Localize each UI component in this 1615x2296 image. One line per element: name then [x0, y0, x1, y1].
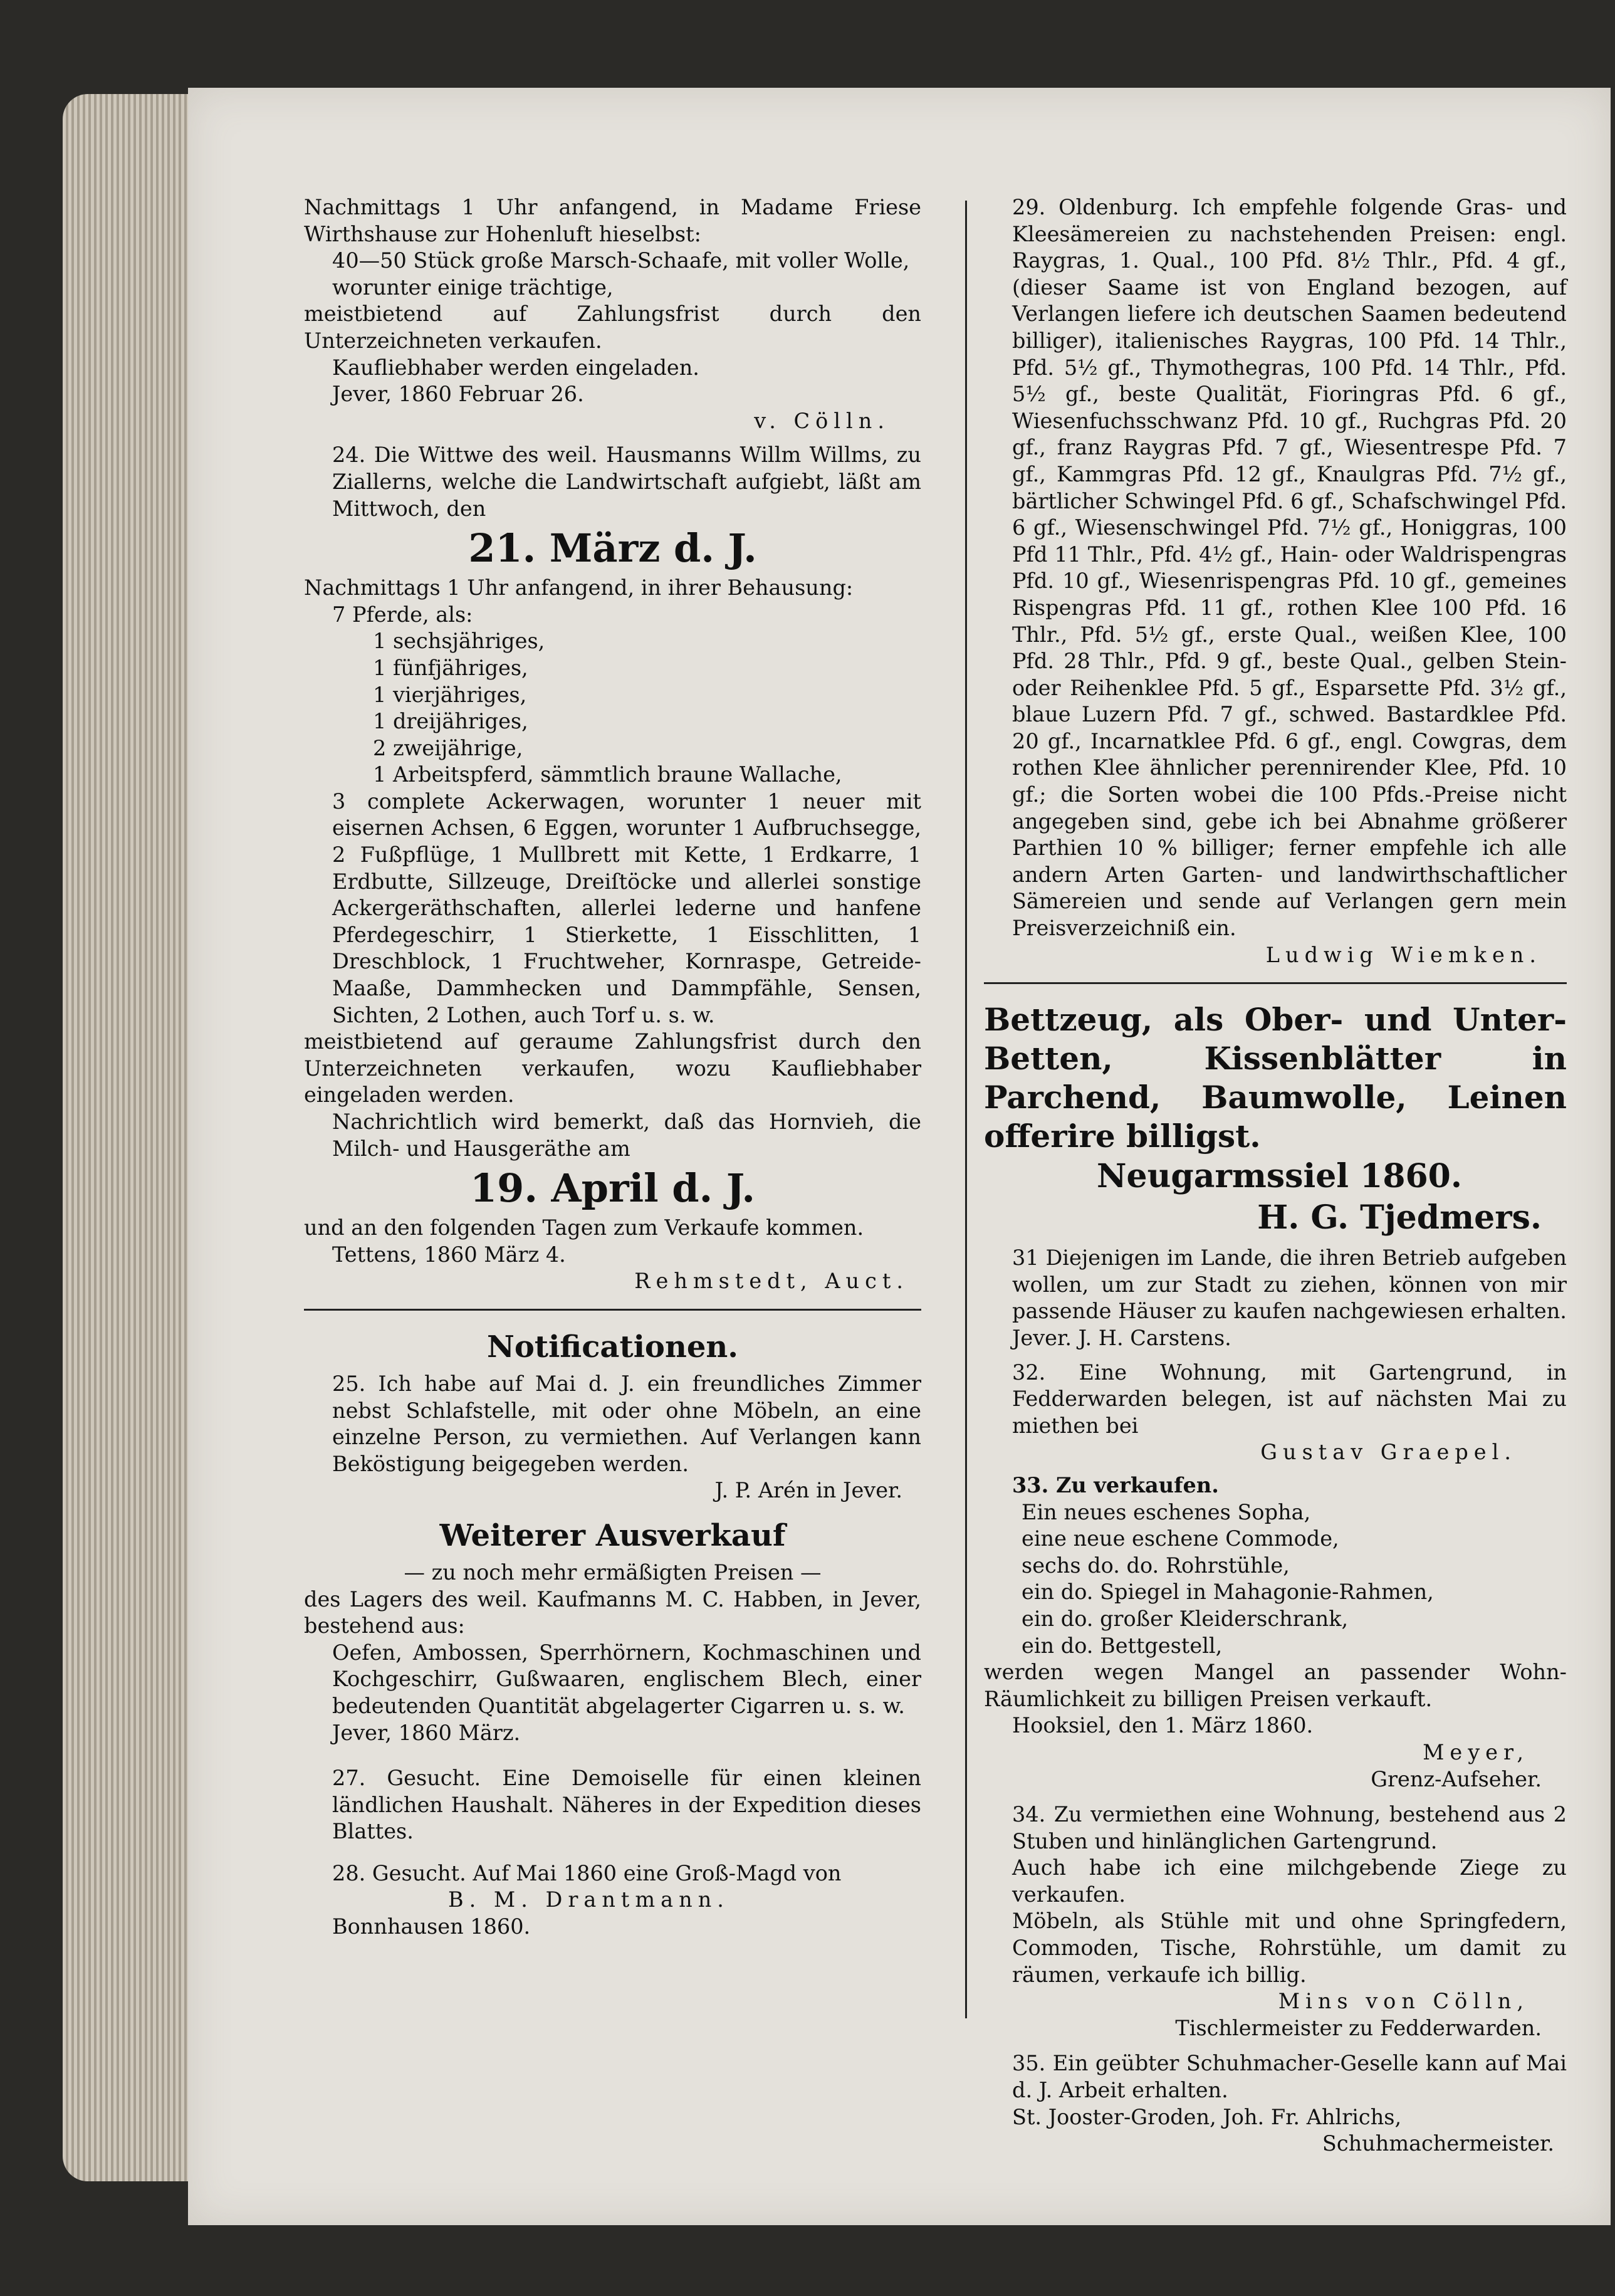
text-paragraph: 35. Ein geübter Schuhmacher-Geselle kann auf Mai d. J. Arbeit erhalten. — [1012, 2051, 1567, 2103]
list-item: ein do. großer Kleiderschrank, — [1022, 1606, 1349, 1631]
ad-heading: Weiterer Ausverkauf — [439, 1518, 786, 1553]
left-column — [304, 194, 921, 1941]
list-item: eine neue eschene Commode, — [1022, 1526, 1339, 1551]
text-paragraph: und an den folgenden Tagen zum Verkaufe kommen. — [304, 1215, 864, 1240]
text-paragraph: werden wegen Mangel an passender Wohn-Räumlichkeit zu billigen Preisen verkauft. — [984, 1660, 1567, 1711]
text-paragraph: meistbietend auf geraume Zahlungsfrist durch den Unterzeichneten verkaufen, wozu Kaufliebhaber eingeladen werden. — [304, 1029, 921, 1108]
signature: Jever. J. H. Carstens. — [1012, 1326, 1231, 1350]
auction-date: 21. März d. J. — [468, 525, 757, 572]
section-divider — [304, 1309, 921, 1311]
ad-place: Neugarmssiel 1860. — [1097, 1157, 1462, 1196]
signature: J. P. Arén in Jever. — [714, 1478, 902, 1503]
newspaper-page — [188, 88, 1611, 2225]
section-divider — [984, 982, 1567, 984]
list-item: 1 sechsjähriges, — [373, 629, 545, 654]
text-paragraph: Auch habe ich eine milchgebende Ziege zu verkaufen. — [1012, 1855, 1567, 1907]
auction-date: 19. April d. J. — [470, 1165, 755, 1212]
signature: Mins von Cölln, — [1278, 1989, 1529, 2014]
signature: Ludwig Wiemken. — [1265, 942, 1542, 967]
text-paragraph: Oefen, Ambossen, Sperrhörnern, Kochmaschinen und Kochgeschirr, Gußwaaren, englischem Blech, einer bedeutenden Quantität abgelagerter Cigarren u. s. w. — [332, 1640, 921, 1718]
list-item: 1 fünfjähriges, — [373, 655, 528, 680]
signature: v. Cölln. — [754, 408, 890, 433]
signature: Rehmstedt, Auct. — [634, 1269, 909, 1294]
list-item: ein do. Spiegel in Mahagonie-Rahmen, — [1022, 1580, 1434, 1605]
text-paragraph: Jever, 1860 Februar 26. — [332, 382, 584, 407]
text-paragraph: Hooksiel, den 1. März 1860. — [1012, 1713, 1314, 1738]
text-paragraph: 27. Gesucht. Eine Demoiselle für einen kleinen ländlichen Haushalt. Näheres in der Expedition dieses Blattes. — [332, 1766, 921, 1844]
column-divider — [965, 201, 967, 2018]
text-paragraph: des Lagers des weil. Kaufmanns M. C. Habben, in Jever, bestehend aus: — [304, 1586, 921, 1638]
text-paragraph: 7 Pferde, als: — [332, 602, 473, 627]
list-item: 1 vierjähriges, — [373, 682, 527, 707]
list-item: 2 zweijährige, — [373, 735, 523, 760]
list-item: sechs do. do. Rohrstühle, — [1022, 1553, 1290, 1578]
text-paragraph: meistbietend auf Zahlungsfrist durch den Unterzeichneten verkaufen. — [304, 301, 921, 353]
text-paragraph: 24. Die Wittwe des weil. Hausmanns Willm Willms, zu Ziallerns, welche die Landwirtschaft aufgiebt, läßt am Mittwoch, den — [332, 443, 921, 521]
text-paragraph: 25. Ich habe auf Mai d. J. ein freundliches Zimmer nebst Schlafstelle, mit oder ohne Möbeln, an eine einzelne Person, zu vermiethen. Auf Verlangen kann Beköstigung beigegeben werden. — [332, 1371, 921, 1476]
ad-heading: Bettzeug, als Ober- und Unter-Betten, Kissenblätter in Parchend, Baumwolle, Leinen offerire billigst. — [984, 1001, 1567, 1155]
text-paragraph: 29. Oldenburg. Ich empfehle folgende Gras- und Kleesämereien zu nachstehenden Preisen: engl. Raygras, 1. Qual., 100 Pfd. 8½ Thlr., Pfd. 4 gf., (dieser Saame ist von England bezogen, auf Verlangen liefere ich deutschen Saamen bedeutend billiger), italienisches Raygras, 100 Pfd. 14 Thlr., Pfd. 5½ gf., Thymothegras, 100 Pfd. 14 Thlr., Pfd. 5½ gf., beste Qualität, Fioringras Pfd. 6 gf., Wiesenfuchsschwanz Pfd. 10 gf., Ruchgras Pfd. 20 gf., franz Raygras Pfd. 7 gf., Wiesentrespe Pfd. 7 gf., Kammgras Pfd. 12 gf., Knaulgras Pfd. 7½ gf., bärtlicher Schwingel Pfd. 6 gf., Schafschwingel Pfd. 6 gf., Wiesenschwingel Pfd. 7½ gf., Honiggras, 100 Pfd 11 Thlr., Pfd. 4½ gf., Hain- oder Waldrispengras Pfd. 10 gf., Wiesenrispengras Pfd. 10 gf., gemeines Rispengras Pfd. 11 gf., rothen Klee 100 Pfd. 16 Thlr., Pfd. 5½ gf., erste Qual., weißen Klee, 100 Pfd. 28 Thlr., Pfd. 9 gf., beste Qual., gelben Stein- oder Reihenklee Pfd. 5 gf., Esparsette Pfd. 3½ gf., blaue Luzern Pfd. 7 gf., schwed. Bastardklee Pfd. 20 gf., Incarnatklee Pfd. 6 gf., engl. Cowgras, dem rothen Klee ähnlicher perennirender Klee, Pfd. 10 gf.; die Sorten wobei die 100 Pfds.-Preise nicht angegeben sind, gebe ich bei Abnahme größerer Parthien 10 % billiger; ferner empfehle ich alle andern Arten Garten- und landwirthschaftlicher Sämereien und sende auf Verlangen gern mein Preisverzeichniß ein. — [1012, 195, 1567, 941]
signature: Meyer, — [1423, 1739, 1529, 1764]
section-heading: 33. Zu verkaufen. — [1012, 1472, 1219, 1497]
signature: Schuhmachermeister. — [1322, 2131, 1554, 2156]
signature: B. M. Drantmann. — [448, 1887, 729, 1912]
signature: Tischlermeister zu Fedderwarden. — [1175, 2015, 1542, 2040]
right-column — [984, 194, 1567, 2157]
text-paragraph: Bonnhausen 1860. — [332, 1914, 531, 1939]
text-paragraph: Nachmittags 1 Uhr anfangend, in ihrer Behausung: — [304, 575, 854, 600]
text-paragraph: 34. Zu vermiethen eine Wohnung, bestehend aus 2 Stuben und hinlänglichen Gartengrund. — [1012, 1802, 1567, 1853]
text-paragraph: Tettens, 1860 März 4. — [332, 1242, 566, 1267]
text-paragraph: Nachmittags 1 Uhr anfangend, in Madame Friese Wirthshause zur Hohenluft hieselbst: — [304, 195, 921, 246]
text-paragraph: Möbeln, als Stühle mit und ohne Springfedern, Commoden, Tische, Rohrstühle, um damit zu räumen, verkaufe ich billig. — [1012, 1909, 1567, 1987]
text-paragraph: — zu noch mehr ermäßigten Preisen — — [404, 1559, 822, 1585]
signature: H. G. Tjedmers. — [1257, 1198, 1542, 1237]
text-paragraph: Jever, 1860 März. — [332, 1720, 521, 1745]
section-heading: Notificationen. — [487, 1329, 738, 1365]
text-paragraph: Kaufliebhaber werden eingeladen. — [332, 355, 699, 380]
signature: Grenz-Aufseher. — [1371, 1766, 1542, 1791]
list-item: 1 Arbeitspferd, sämmtlich braune Wallache, — [373, 762, 842, 787]
text-paragraph: 28. Gesucht. Auf Mai 1860 eine Groß-Magd von — [332, 1860, 842, 1885]
list-item: ein do. Bettgestell, — [1022, 1633, 1223, 1658]
text-paragraph: 31 Diejenigen im Lande, die ihren Betrieb aufgeben wollen, um zur Stadt zu ziehen, können von mir passende Häuser zu kaufen nachgewiesen erhalten. — [1012, 1245, 1567, 1324]
list-item: 1 dreijähriges, — [373, 709, 528, 734]
text-paragraph: 32. Eine Wohnung, mit Gartengrund, in Fedderwarden belegen, ist auf nächsten Mai zu miethen bei — [1012, 1360, 1567, 1438]
list-item: Ein neues eschenes Sopha, — [1022, 1499, 1311, 1524]
text-paragraph: Nachrichtlich wird bemerkt, daß das Hornvieh, die Milch- und Hausgeräthe am — [332, 1109, 921, 1161]
text-paragraph: 3 complete Ackerwagen, worunter 1 neuer mit eisernen Achsen, 6 Eggen, worunter 1 Aufbruchsegge, 2 Fußpflüge, 1 Mullbrett mit Kette, 1 Erdkarre, 1 Erdbutte, Sillzeuge, Dreiſtöcke und allerlei sonstige Ackergeräthschaften, allerlei lederne und hanfene Pferdegeschirr, 1 Stierkette, 1 Eisschlitten, 1 Dreschblock, 1 Fruchtweher, Kornraspe, Getreide-Maaße, Dammhecken und Dammpfähle, Sensen, Sichten, 2 Lothen, auch Torf u. s. w. — [332, 789, 921, 1027]
signature: St. Jooster-Groden, Joh. Fr. Ahlrichs, — [1012, 2104, 1402, 2129]
signature: Gustav Graepel. — [1260, 1440, 1517, 1465]
text-paragraph: 40—50 Stück große Marsch-Schaafe, mit voller Wolle, worunter einige trächtige, — [332, 248, 910, 300]
